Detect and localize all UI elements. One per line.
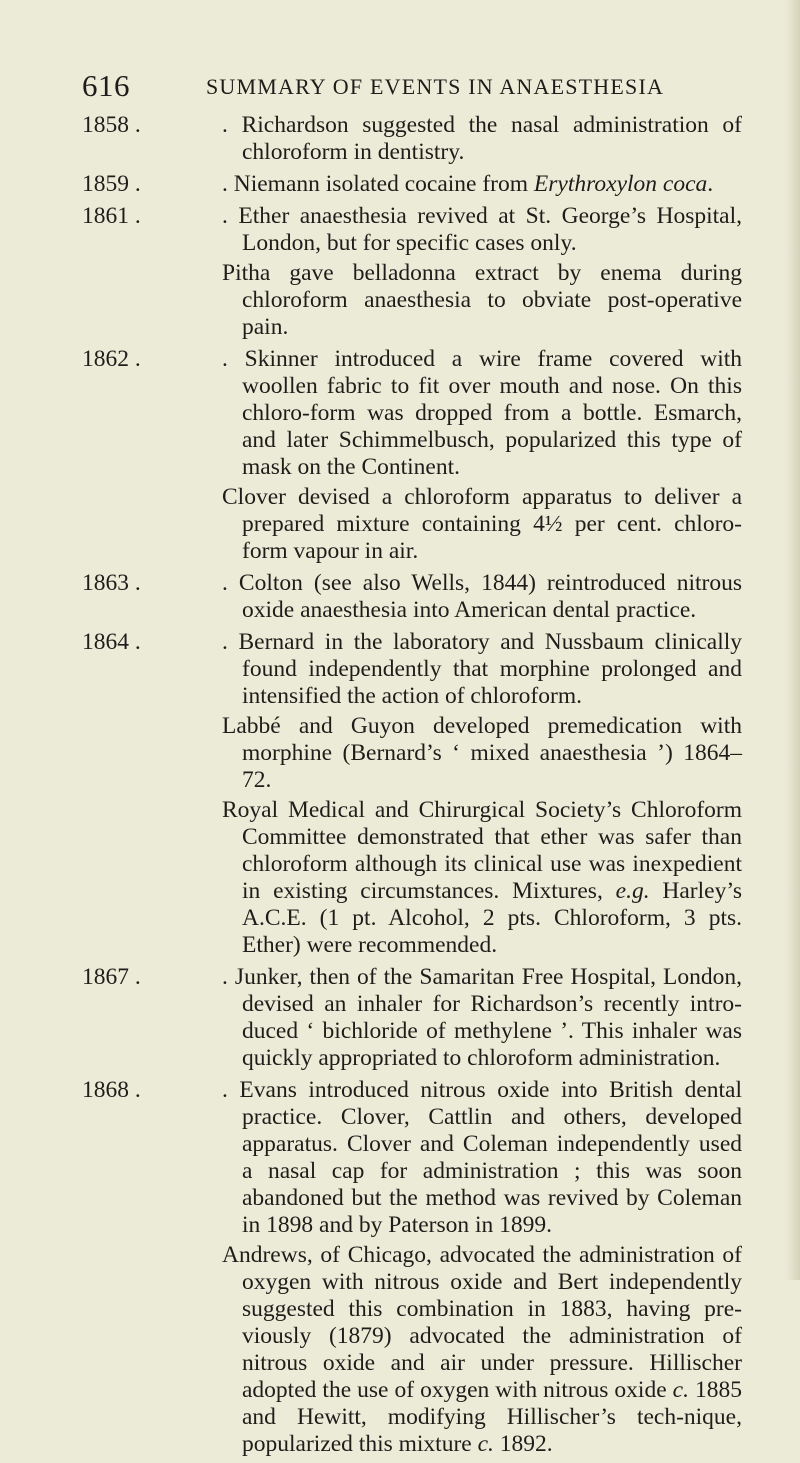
entry-text: . Colton (see also Wells, 1844) reintroduced nitrous oxide anaesthesia into American dental practice.	[222, 570, 742, 624]
entry-text: Clover devised a chloroform apparatus to deliver a prepared mixture containing 4½ per cent. chloro-form vapour in air.	[222, 484, 742, 564]
event-entry	[82, 964, 742, 1072]
page-number: 616	[82, 68, 130, 103]
entry-year: 1863 .	[82, 570, 141, 596]
event-entry	[82, 171, 742, 198]
entry-text: Royal Medical and Chirurgical Society’s Chloroform Committee demonstrated that ether was safer than chloroform although its clinical use was inexpedient in existing circumstances. Mixtures, e.g. Harley’s A.C.E. (1 pt. Alcohol, 2 pts. Chloroform, 3 pts. Ether) were recommended.	[222, 797, 742, 958]
entry-text: . Niemann isolated cocaine from Erythroxylon coca.	[222, 171, 742, 198]
event-entry	[82, 112, 742, 166]
entry-text: Labbé and Guyon developed premedication with morphine (Bernard’s ‘ mixed anaesthesia ’) 1864–72.	[222, 713, 742, 793]
event-entry	[82, 203, 742, 341]
event-entry	[82, 1077, 742, 1458]
entry-year: 1859 .	[82, 171, 141, 197]
entry-year: 1861 .	[82, 203, 141, 229]
entry-year: 1858 .	[82, 112, 141, 138]
running-title: SUMMARY OF EVENTS IN ANAESTHESIA	[206, 74, 665, 99]
entry-text: . Evans introduced nitrous oxide into British dental practice. Clover, Cattlin and others, developed apparatus. Clover and Coleman independently used a nasal cap for administration ; this was soon abandoned but the method was revived by Coleman in 1898 and by Paterson in 1899.	[222, 1077, 742, 1239]
event-entry	[82, 346, 742, 565]
entry-year: 1862 .	[82, 346, 141, 372]
entry-text: . Ether anaesthesia revived at St. George’s Hospital, London, but for specific cases only.	[222, 203, 742, 257]
entry-text: . Junker, then of the Samaritan Free Hospital, London, devised an inhaler for Richardson’s recently intro-duced ‘ bichloride of methylene ’. This inhaler was quickly appropriated to chloroform administration.	[222, 964, 742, 1072]
entry-text: . Skinner introduced a wire frame covered with woollen fabric to fit over mouth and nose. On this chloro-form was dropped from a bottle. Esmarch, and later Schimmelbusch, popularized this type of mask on the Continent.	[222, 346, 742, 481]
entry-year: 1868 .	[82, 1077, 141, 1103]
event-entry	[82, 629, 742, 959]
entry-text: Andrews, of Chicago, advocated the administration of oxygen with nitrous oxide and Bert independently suggested this combination in 1883, having pre-viously (1879) advocated the administration of nitrous oxide and air under pressure. Hillischer adopted the use of oxygen with nitrous oxide c. 1885 and Hewitt, modifying Hillischer’s tech-nique, popularized this mixture c. 1892.	[222, 1242, 743, 1457]
entry-text: . Bernard in the laboratory and Nussbaum clinically found independently that morphine prolonged and intensified the action of chloroform.	[222, 629, 742, 710]
page-header	[82, 68, 722, 108]
entry-text: Pitha gave belladonna extract by enema during chloroform anaesthesia to obviate post-operative pain.	[222, 260, 742, 340]
entry-year: 1864 .	[82, 629, 141, 655]
event-entry	[82, 570, 742, 624]
entry-year: 1867 .	[82, 964, 141, 990]
page-edge-shadow	[786, 0, 800, 1280]
entry-text: . Richardson suggested the nasal administration of chloroform in dentistry.	[222, 112, 742, 166]
event-list	[82, 112, 742, 1463]
